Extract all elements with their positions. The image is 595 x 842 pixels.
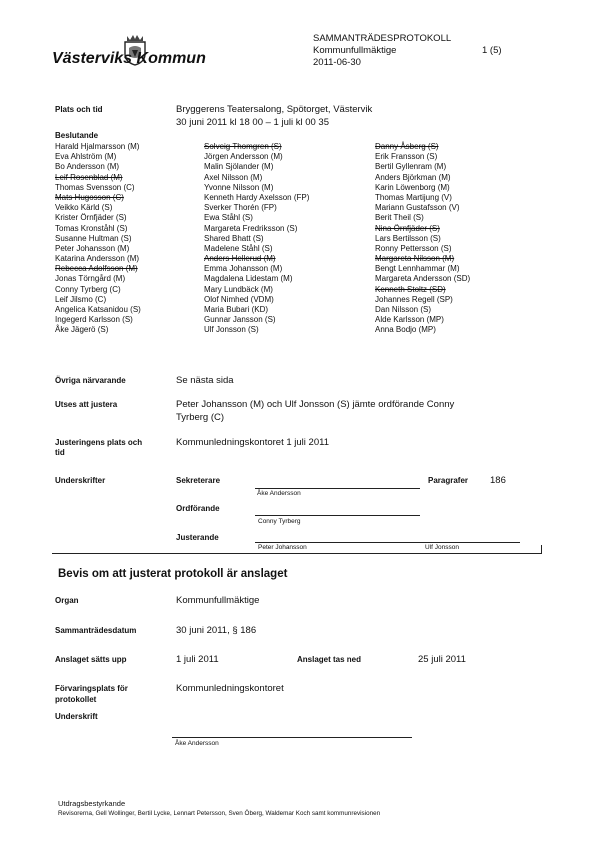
adjust-place-value: Kommunledningskontoret 1 juli 2011 (176, 437, 329, 448)
member-name: Rebecca Adolfsson (M) (55, 264, 138, 274)
doc-date: 2011-06-30 (313, 57, 361, 68)
member-name: Berit Theil (S) (375, 213, 424, 223)
member-name: Ingegerd Karlsson (S) (55, 315, 133, 325)
certificate-heading: Bevis om att justerat protokoll är anslaget (58, 568, 288, 580)
member-name: Bertil Gyllenram (M) (375, 162, 447, 172)
certificate-signature-name: Åke Andersson (175, 740, 219, 747)
storage-label-line2: protokollet (55, 695, 97, 704)
members-column-3 (375, 142, 470, 336)
others-value: Se nästa sida (176, 375, 234, 386)
member-name: Yvonne Nilsson (M) (204, 182, 274, 192)
member-name: Leif Rosenblad (M) (55, 172, 123, 182)
member-name: Margareta Andersson (SD) (375, 274, 471, 284)
member-name: Angelica Katsanidou (S) (55, 305, 141, 314)
member-name: Veikko Kärld (S) (55, 203, 113, 213)
secretary-name: Åke Andersson (257, 490, 301, 497)
member-name: Emma Johansson (M) (204, 264, 283, 274)
member-name: Ewa Ståhl (S) (204, 213, 253, 223)
member-name: Magdalena Lidestam (M) (204, 274, 293, 284)
member-name: Susanne Hultman (S) (55, 233, 132, 243)
place-label: Plats och tid (55, 105, 103, 114)
member-name: Thomas Svensson (C) (55, 182, 135, 192)
member-name: Olof Nimhed (VDM) (204, 294, 274, 304)
member-name: Leif Jilsmo (C) (55, 294, 107, 304)
organ-label: Organ (55, 596, 79, 605)
adjust-place-label-line1: Justeringens plats och (55, 438, 143, 447)
doc-type: SAMMANTRÄDESPROTOKOLL (313, 33, 452, 44)
member-name: Karin Löwenborg (M) (375, 182, 450, 192)
adjust-place-label-line2: tid (55, 448, 65, 457)
signatures-label: Underskrifter (55, 476, 106, 485)
member-name: Conny Tyrberg (C) (55, 284, 121, 294)
organ-value: Kommunfullmäktige (176, 595, 260, 606)
chair-name: Conny Tyrberg (258, 518, 301, 525)
body-name: Kommunfullmäktige (313, 45, 397, 56)
member-name: Mariann Gustafsson (V) (375, 203, 460, 213)
member-name: Anders Hellerud (M) (204, 254, 276, 264)
removed-value: 25 juli 2011 (418, 654, 466, 665)
member-name: Nina Örnfjäder (S) (375, 223, 440, 233)
secretary-label: Sekreterare (176, 476, 221, 485)
place-value: Bryggerens Teatersalong, Spötorget, Västervik (176, 104, 373, 115)
paragraph-value: 186 (490, 475, 506, 486)
member-name: Mary Lundbäck (M) (204, 284, 273, 294)
member-name: Malin Sjölander (M) (204, 162, 274, 172)
member-name: Johannes Regell (SP) (375, 294, 453, 304)
member-name: Tomas Kronståhl (S) (55, 223, 128, 233)
footer-text: Revisorerna, Gell Wollinger, Bertil Lycke, Lennart Petersson, Sven Öberg, Waldemar Koch samt kommunrevisionen (58, 810, 381, 817)
member-name: Margareta Nilsson (M) (375, 254, 455, 264)
member-name: Kenneth Hardy Axelsson (FP) (204, 192, 310, 202)
member-name: Krister Örnfjäder (S) (55, 213, 127, 223)
adjuster-label: Justerande (176, 533, 219, 542)
adjusters-value-line2: Tyrberg (C) (176, 412, 225, 423)
member-name: Åke Jägerö (S) (55, 325, 109, 335)
member-name: Dan Nilsson (S) (375, 305, 432, 314)
members-label: Beslutande (55, 131, 99, 140)
posted-value: 1 juli 2011 (176, 654, 219, 665)
member-name: Madelene Ståhl (S) (204, 243, 273, 253)
adjuster1-name: Peter Johansson (258, 544, 307, 551)
member-name: Jonas Törngård (M) (55, 274, 126, 284)
section-divider (52, 553, 542, 554)
chair-label: Ordförande (176, 504, 220, 513)
member-name: Lars Bertilsson (S) (375, 233, 441, 243)
member-name: Gunnar Jansson (S) (204, 315, 276, 325)
member-name: Katarina Andersson (M) (55, 254, 140, 264)
member-name: Alde Karlsson (MP) (375, 315, 444, 325)
storage-value: Kommunledningskontoret (176, 683, 284, 694)
member-name: Anders Björkman (M) (375, 172, 451, 182)
adjusters-value-line1: Peter Johansson (M) och Ulf Jonsson (S) jämte ordförande Conny (176, 399, 455, 410)
paragraph-label: Paragrafer (428, 476, 469, 485)
member-name: Harald Hjalmarsson (M) (55, 142, 140, 151)
member-name: Solveig Thomgren (S) (204, 142, 282, 151)
member-name: Kenneth Stoltz (SD) (375, 284, 446, 294)
member-name: Maria Bubari (KD) (204, 305, 269, 314)
posted-label: Anslaget sätts upp (55, 655, 127, 664)
meeting-date-label: Sammanträdesdatum (55, 626, 137, 635)
secretary-signature-line (255, 488, 420, 489)
member-name: Thomas Martijung (V) (375, 192, 452, 202)
member-name: Axel Nilsson (M) (204, 172, 263, 182)
adjusters-label: Utses att justera (55, 400, 118, 409)
signature-label: Underskrift (55, 712, 98, 721)
adjuster-signature-line (255, 542, 520, 543)
adjuster2-name: Ulf Jonsson (425, 544, 459, 551)
certificate-signature-line (172, 737, 412, 738)
members-column-1 (55, 142, 141, 336)
others-label: Övriga närvarande (55, 376, 126, 385)
meeting-date-value: 30 juni 2011, § 186 (176, 625, 257, 636)
page-number: 1 (5) (482, 45, 502, 56)
member-name: Danny Åsberg (S) (375, 142, 439, 151)
member-name: Sverker Thorén (FP) (204, 203, 277, 213)
member-name: Shared Bhatt (S) (204, 233, 264, 243)
member-name: Ulf Jonsson (S) (204, 325, 259, 335)
org-name: Västerviks Kommun (52, 50, 206, 67)
member-name: Erik Fransson (S) (375, 152, 438, 162)
member-name: Bengt Lennhammar (M) (375, 264, 460, 274)
logo (52, 30, 214, 72)
section-divider-tick (541, 545, 542, 554)
footer-label: Utdragsbestyrkande (58, 799, 126, 808)
time-value: 30 juni 2011 kl 18 00 – 1 juli kl 00 35 (176, 117, 329, 128)
member-name: Jörgen Andersson (M) (204, 152, 283, 162)
member-name: Mats Hugosson (C) (55, 192, 124, 202)
removed-label: Anslaget tas ned (297, 655, 362, 664)
members-column-2 (204, 142, 309, 336)
storage-label-line1: Förvaringsplats för (55, 684, 128, 693)
member-name: Peter Johansson (M) (55, 243, 130, 253)
member-name: Bo Andersson (M) (55, 162, 120, 172)
member-name: Ronny Pettersson (S) (375, 243, 452, 253)
member-name: Anna Bodjo (MP) (375, 325, 436, 335)
chair-signature-line (255, 515, 420, 516)
member-name: Margareta Fredriksson (S) (204, 223, 298, 233)
member-name: Eva Ahlström (M) (55, 152, 117, 162)
